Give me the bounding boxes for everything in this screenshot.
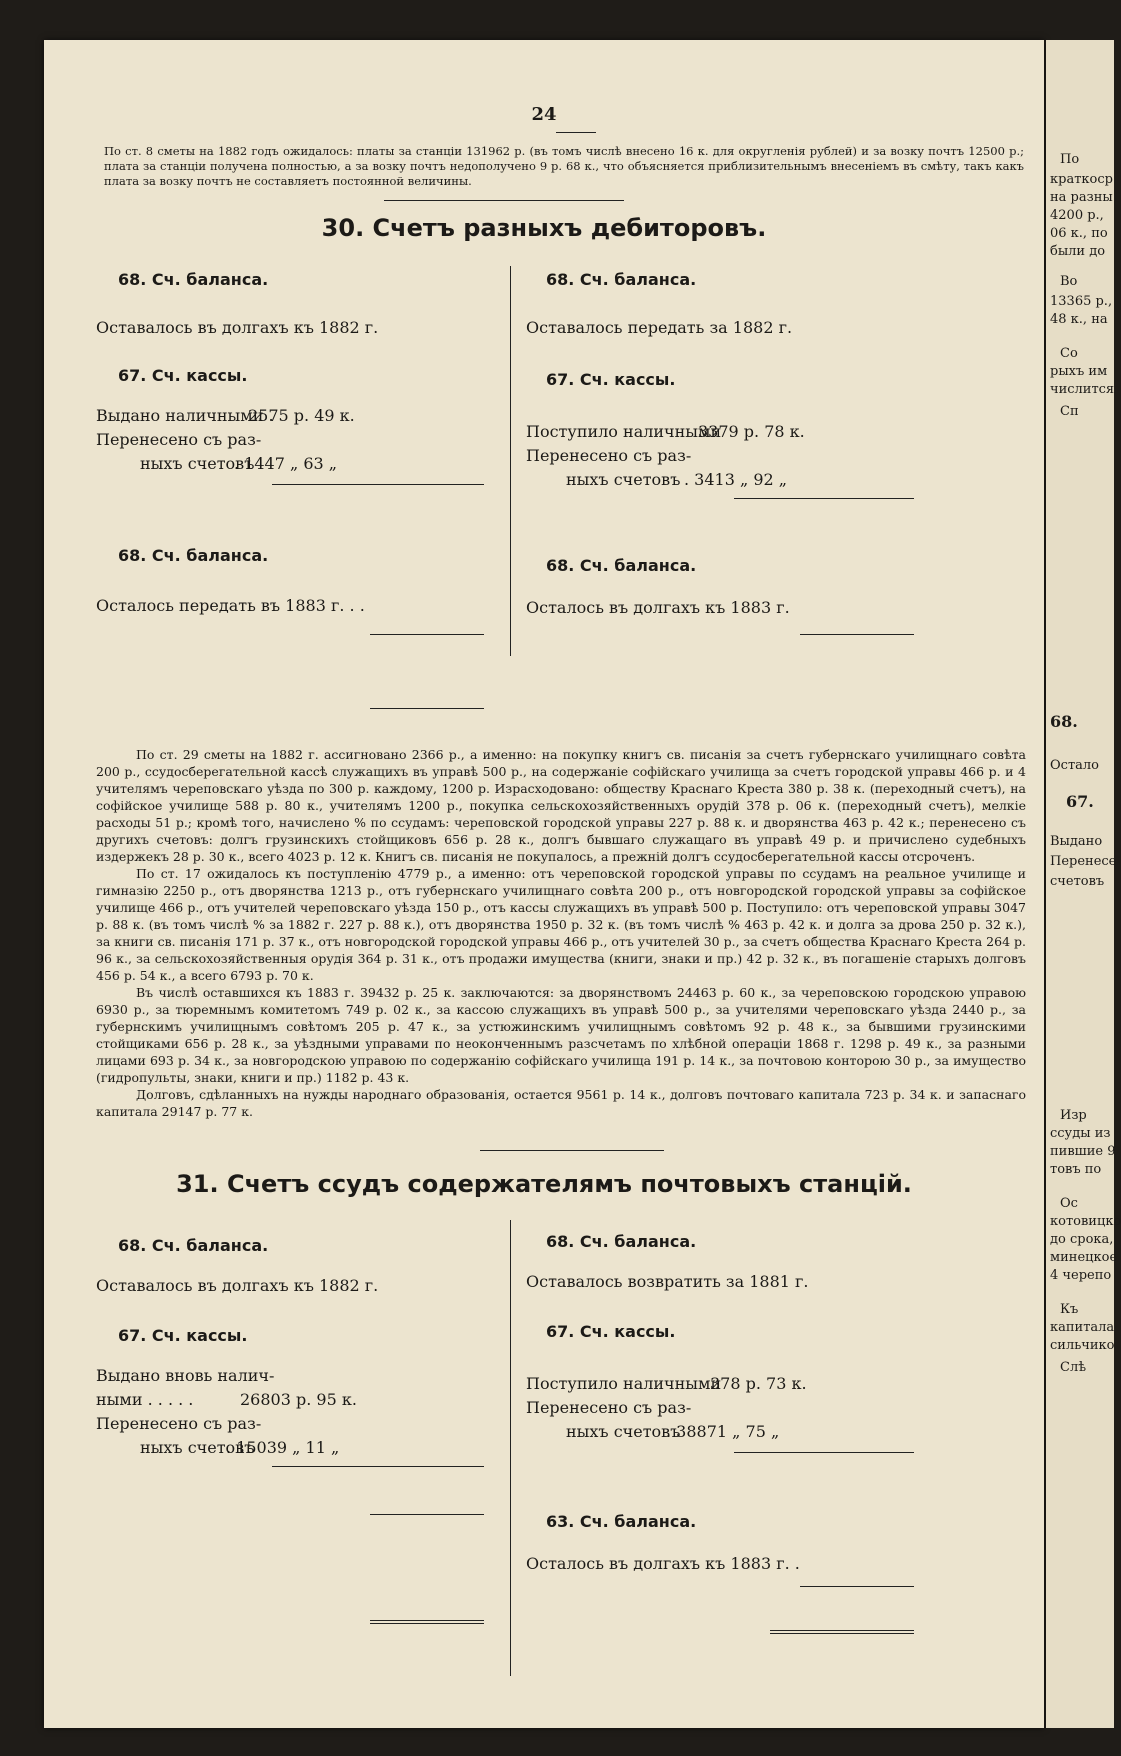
s31-left-row1-label: Оставалось въ долгахъ къ 1882 г. bbox=[96, 1276, 379, 1295]
s31-right-total-rule bbox=[800, 1586, 914, 1587]
page-number-rule bbox=[556, 132, 596, 133]
explanatory-text bbox=[96, 746, 1026, 1120]
np-fragment: Ос bbox=[1060, 1196, 1078, 1211]
s31-left-row2-value: 26803 р. 95 к. bbox=[240, 1390, 357, 1409]
np-fragment: краткоср bbox=[1050, 172, 1113, 187]
np-fragment: 67. bbox=[1066, 792, 1094, 811]
section-31-title: 31. Счетъ ссудъ содержателямъ почтовыхъ станцій. bbox=[176, 1170, 912, 1198]
np-fragment: Къ bbox=[1060, 1302, 1079, 1317]
np-fragment: до срока, bbox=[1050, 1232, 1114, 1247]
s30-left-row2-label: Выдано наличными . bbox=[96, 406, 274, 425]
np-fragment: пившие 9 bbox=[1050, 1144, 1116, 1159]
np-fragment: капитала bbox=[1050, 1320, 1115, 1335]
section-31-divider bbox=[510, 1220, 511, 1676]
s30-left-total-underline bbox=[370, 708, 484, 709]
np-fragment: По bbox=[1060, 152, 1080, 167]
paragraph-1: По ст. 29 сметы на 1882 г. ассигновано 2366 р., а именно: на покупку книгъ св. писанія за счетъ губернскаго училищнаго совѣта 200 р., ссудосберегательной кассѣ служащихъ въ управѣ 500 р., на содержаніе софійскаго училища за счетъ городской управы 466 р. и 4 учителямъ череповскаго уѣзда по 300 р. каждому, 1200 р. Израсходовано: обществу Краснаго Креста 380 р. 38 к. (переходный счетъ), на софійское училище 588 р. 80 к., учителямъ 1200 р., покупка сельскохозяйственныхъ орудій 378 р. 06 к. (переходный счетъ), мелкіе расходы 51 р.; кромѣ того, начислено % по ссудамъ: череповской городской управы 227 р. 88 к. и дворянства 463 р. 42 к.; перенесено съ другихъ счетовъ: долгъ грузинскихъ стойщиковъ 656 р. 28 к., долгъ бывшаго служащаго въ управѣ 49 р. и причислено судебныхъ издержекъ 28 р. 30 к., всего 4023 р. 12 к. Книгъ св. писанія не покупалось, а прежній долгъ ссудосберегательной кассы отсроченъ. bbox=[96, 747, 1026, 864]
np-fragment: 06 к., по bbox=[1050, 226, 1108, 241]
s30-right-subtotal-rule bbox=[734, 498, 914, 499]
section-30-divider bbox=[510, 266, 511, 656]
s31-right-subtotal-rule bbox=[734, 1452, 914, 1453]
paragraph-2: По ст. 17 ожидалось къ поступленію 4779 р., а именно: отъ череповской городской управы по ссудамъ на реальное училище и гимназію 2250 р., отъ дворянства 1213 р., отъ губернскаго училищнаго совѣта 200 р., отъ новгородской городской управы за софійское училище 466 р., отъ учителей череповскаго уѣзда 150 р., отъ кассы служащихъ въ управѣ 500 р. Поступило: отъ череповской управы 3047 р. 88 к. (въ томъ числѣ % за 1882 г. 227 р. 88 к.), отъ дворянства 1950 р. 32 к. (въ томъ числѣ % 463 р. 42 к. и долга за дрова 250 р. 32 к.), за книги св. писанія 171 р. 37 к., отъ новгородской городской управы 466 р., отъ учителей 30 р., за счетъ общества Краснаго Креста 264 р. 96 к., за сельскохозяйственныя орудія 364 р. 31 к., отъ продажи имущества (книги, знаки и пр.) 42 р. 32 к., въ погашеніе старыхъ долговъ 456 р. 54 к., а всего 6793 р. 70 к. bbox=[96, 866, 1026, 983]
np-fragment: Во bbox=[1060, 274, 1078, 289]
np-fragment: товъ по bbox=[1050, 1162, 1102, 1177]
s30-left-row1-label: Оставалось въ долгахъ къ 1882 г. bbox=[96, 318, 379, 337]
np-fragment: были до bbox=[1050, 244, 1106, 259]
s31-left-total-rule bbox=[370, 1514, 484, 1515]
section-30-top-rule bbox=[384, 200, 624, 201]
s31-left-row3-value: . 15039 „ 11 „ bbox=[226, 1438, 340, 1457]
np-fragment: 13365 р., bbox=[1050, 294, 1113, 309]
s31-right-row3-label-a: Перенесено съ раз- bbox=[526, 1398, 692, 1417]
s30-right-total-rule bbox=[800, 634, 914, 635]
page-number: 24 bbox=[531, 104, 557, 125]
np-fragment: котовицко bbox=[1050, 1214, 1121, 1229]
s31-left-row3-label-b: ныхъ счетовъ bbox=[140, 1438, 255, 1457]
s31-right-row2-value: 378 р. 73 к. bbox=[710, 1374, 807, 1393]
s31-left-row2-label-b: ными . . . . . bbox=[96, 1390, 194, 1409]
np-fragment: рыхъ им bbox=[1050, 364, 1108, 379]
np-fragment: минецкое bbox=[1050, 1250, 1118, 1265]
section-30-title: 30. Счетъ разныхъ дебиторовъ. bbox=[321, 214, 767, 242]
s30-right-row2-value: 3379 р. 78 к. bbox=[698, 422, 805, 441]
s31-right-acc-balance2: 63. Сч. баланса. bbox=[546, 1512, 697, 1531]
s31-left-acc-cash: 67. Сч. кассы. bbox=[118, 1326, 248, 1345]
s30-left-subtotal-rule bbox=[272, 484, 484, 485]
np-fragment: 4200 р., bbox=[1050, 208, 1104, 223]
np-fragment: Слѣ bbox=[1060, 1360, 1087, 1375]
s31-right-row3-value: . 38871 „ 75 „ bbox=[666, 1422, 780, 1441]
np-fragment: 4 черепо bbox=[1050, 1268, 1112, 1283]
s31-left-acc-balance: 68. Сч. баланса. bbox=[118, 1236, 269, 1255]
s31-left-total-underline bbox=[370, 1620, 484, 1624]
np-fragment: 68. bbox=[1050, 712, 1078, 731]
s30-right-row1-label: Оставалось передать за 1882 г. bbox=[526, 318, 793, 337]
s30-left-total-rule bbox=[370, 634, 484, 635]
paragraph-3: Въ числѣ оставшихся къ 1883 г. 39432 р. 25 к. заключаются: за дворянствомъ 24463 р. 60 к., за череповскою городскою управою 6930 р., за тюремнымъ комитетомъ 749 р. 02 к., за кассою служащихъ въ управѣ 500 р., за учителями череповскаго уѣзда 2440 р., за губернскимъ училищнымъ совѣтомъ 205 р. 47 к., за устюжинскимъ училищнымъ совѣтомъ 92 р. 48 к., за бывшими грузинскими стойщиками 656 р. 28 к., за уѣздными управами по неоконченнымъ разсчетамъ по хлѣбной операціи 1868 г. 1298 р. 49 к., за разными лицами 693 р. 34 к., за новгородскою управою по содержанію софійскаго училища 191 р. 14 к., за почтовою конторою 30 р., за имущество (гидропульты, знаки, книги и пр.) 1182 р. 43 к. bbox=[96, 985, 1026, 1085]
s30-left-row4-label: Осталось передать въ 1883 г. . . bbox=[96, 596, 365, 615]
s30-left-row3-label-b: ныхъ счетовъ bbox=[140, 454, 255, 473]
s30-left-acc-balance2: 68. Сч. баланса. bbox=[118, 546, 269, 565]
s30-right-acc-balance: 68. Сч. баланса. bbox=[546, 270, 697, 289]
np-fragment: числится bbox=[1050, 382, 1115, 397]
adjacent-page-edge bbox=[1046, 40, 1121, 1728]
s30-left-row2-value: 2575 р. 49 к. bbox=[248, 406, 355, 425]
s30-left-row3-label-a: Перенесено съ раз- bbox=[96, 430, 262, 449]
s30-left-row3-value: . 1447 „ 63 „ bbox=[234, 454, 338, 473]
section-31-top-rule bbox=[480, 1150, 664, 1151]
s31-left-subtotal-rule bbox=[272, 1466, 484, 1467]
s31-right-acc-balance: 68. Сч. баланса. bbox=[546, 1232, 697, 1251]
top-note: По ст. 8 сметы на 1882 годъ ожидалось: платы за станціи 131962 р. (въ томъ числѣ внесено 16 к. для округленія рублей) и за возку почтъ 12500 р.; плата за станціи получена полностью, а за возку почтъ недополучено 9 р. 68 к., что объясняется приблизительнымъ внесеніемъ въ смѣту, такъ какъ плата за возку почтъ не составляетъ постоянной величины. bbox=[104, 144, 1024, 188]
s31-left-row3-label-a: Перенесено съ раз- bbox=[96, 1414, 262, 1433]
np-fragment: счетовъ bbox=[1050, 874, 1105, 889]
s30-right-row2-label: Поступило наличными bbox=[526, 422, 722, 441]
np-fragment: Остало bbox=[1050, 758, 1099, 773]
s31-left-row2-label-a: Выдано вновь налич- bbox=[96, 1366, 275, 1385]
s31-right-row4-label: Осталось въ долгахъ къ 1883 г. . bbox=[526, 1554, 800, 1573]
s31-right-row2-label: Поступило наличными bbox=[526, 1374, 722, 1393]
np-fragment: Перенесе bbox=[1050, 854, 1117, 869]
s30-right-row3-label-a: Перенесено съ раз- bbox=[526, 446, 692, 465]
s31-right-acc-cash: 67. Сч. кассы. bbox=[546, 1322, 676, 1341]
s30-right-acc-cash: 67. Сч. кассы. bbox=[546, 370, 676, 389]
np-fragment: ссуды из bbox=[1050, 1126, 1111, 1141]
paragraph-4: Долговъ, сдѣланныхъ на нужды народнаго образованія, остается 9561 р. 14 к., долговъ почтоваго капитала 723 р. 34 к. и запаснаго капитала 29147 р. 77 к. bbox=[96, 1087, 1026, 1119]
np-fragment: Сп bbox=[1060, 404, 1079, 419]
s30-left-acc-cash: 67. Сч. кассы. bbox=[118, 366, 248, 385]
s31-right-row3-label-b: ныхъ счетовъ bbox=[566, 1422, 681, 1441]
np-fragment: Изр bbox=[1060, 1108, 1087, 1123]
s30-right-acc-balance2: 68. Сч. баланса. bbox=[546, 556, 697, 575]
np-fragment: на разны bbox=[1050, 190, 1113, 205]
np-fragment: Со bbox=[1060, 346, 1078, 361]
s31-right-total-underline bbox=[770, 1630, 914, 1634]
s30-right-row3-label-b: ныхъ счетовъ bbox=[566, 470, 681, 489]
np-fragment: 48 к., на bbox=[1050, 312, 1108, 327]
s30-right-row4-label: Осталось въ долгахъ къ 1883 г. bbox=[526, 598, 790, 617]
np-fragment: сильчико bbox=[1050, 1338, 1115, 1353]
document-page bbox=[44, 40, 1044, 1728]
s31-right-row1-label: Оставалось возвратить за 1881 г. bbox=[526, 1272, 809, 1291]
s30-right-row3-value: . 3413 „ 92 „ bbox=[684, 470, 788, 489]
s30-left-acc-balance: 68. Сч. баланса. bbox=[118, 270, 269, 289]
np-fragment: Выдано bbox=[1050, 834, 1103, 849]
